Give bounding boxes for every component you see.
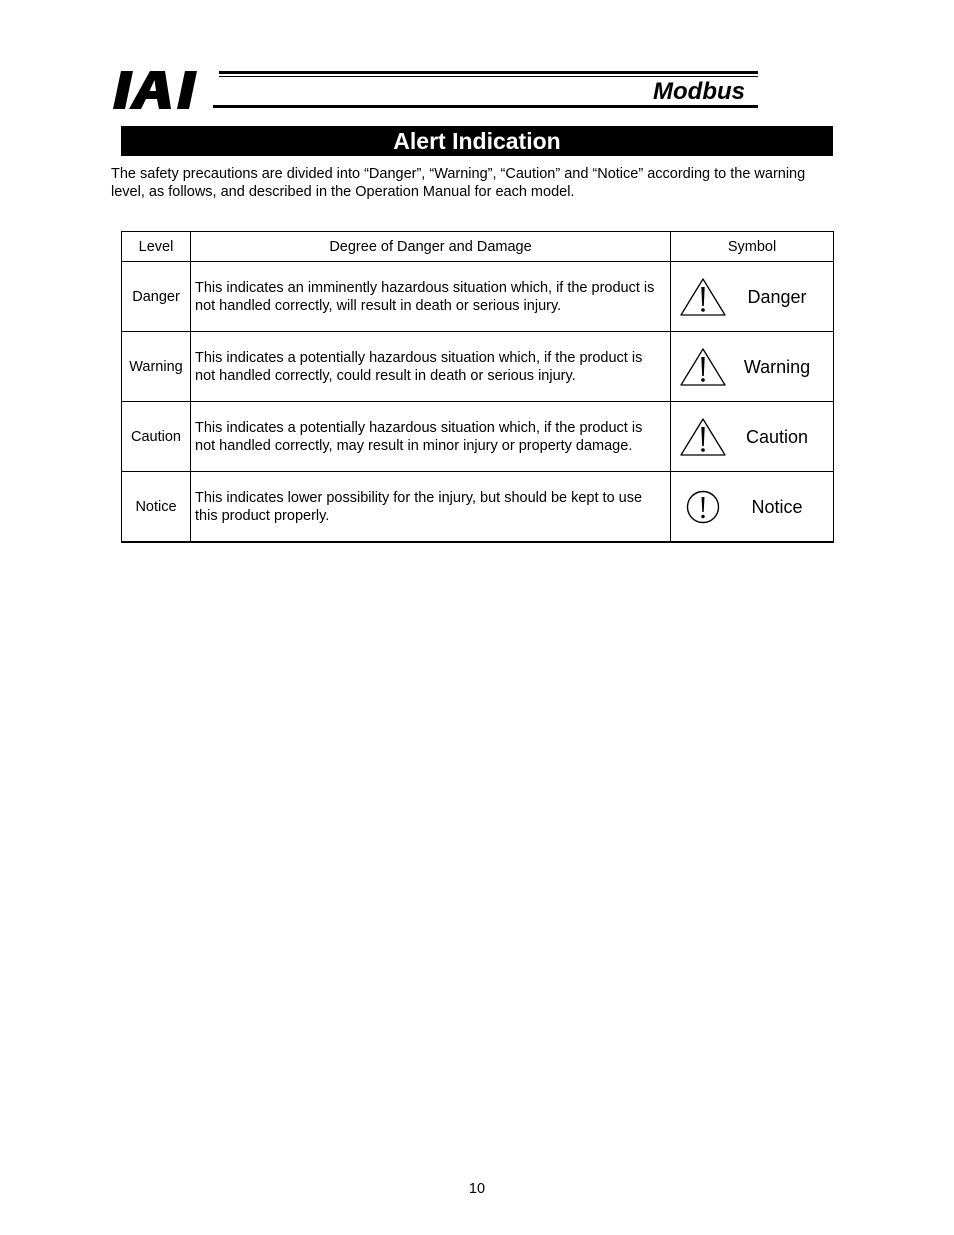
header-symbol: Symbol <box>671 232 834 262</box>
header-level: Level <box>122 232 191 262</box>
page-number: 10 <box>468 1181 486 1197</box>
header-degree: Degree of Danger and Damage <box>191 232 671 262</box>
description-cell: This indicates a potentially hazardous situation which, if the product is not handled correctly, may result in minor injury or property damage. <box>191 402 671 472</box>
warning-triangle-icon <box>679 347 727 387</box>
intro-paragraph: The safety precautions are divided into “Danger”, “Warning”, “Caution” and “Notice” according to the warning level, as follows, and described in the Operation Manual for each model. <box>111 166 806 200</box>
level-cell: Caution <box>122 402 191 472</box>
symbol-label: Caution <box>745 426 809 447</box>
symbol-label: Notice <box>751 496 803 517</box>
level-cell: Notice <box>122 472 191 543</box>
alert-level-table <box>121 231 834 543</box>
exclamation-circle-icon <box>679 487 727 527</box>
symbol-cell <box>671 472 834 543</box>
level-cell: Warning <box>122 332 191 402</box>
description-cell: This indicates a potentially hazardous situation which, if the product is not handled correctly, could result in death or serious injury. <box>191 332 671 402</box>
product-name: Modbus <box>653 78 745 105</box>
table-row-notice <box>122 472 834 543</box>
section-title: Alert Indication <box>121 126 833 156</box>
table-header-row <box>122 232 834 262</box>
symbol-label: Danger <box>747 286 807 307</box>
description-cell: This indicates lower possibility for the injury, but should be kept to use this product properly. <box>191 472 671 543</box>
table-row-caution <box>122 402 834 472</box>
level-cell: Danger <box>122 262 191 332</box>
warning-triangle-icon <box>679 417 727 457</box>
table-row-danger <box>122 262 834 332</box>
header-rule-bottom <box>213 105 758 108</box>
symbol-cell <box>671 262 834 332</box>
symbol-label: Warning <box>743 356 811 377</box>
warning-triangle-icon <box>679 277 727 317</box>
table-row-warning <box>122 332 834 402</box>
symbol-cell <box>671 332 834 402</box>
iai-logo <box>113 71 213 109</box>
symbol-cell <box>671 402 834 472</box>
header-rule-top <box>219 71 758 74</box>
header-rule-top-thin <box>219 76 758 77</box>
description-cell: This indicates an imminently hazardous situation which, if the product is not handled correctly, will result in death or serious injury. <box>191 262 671 332</box>
